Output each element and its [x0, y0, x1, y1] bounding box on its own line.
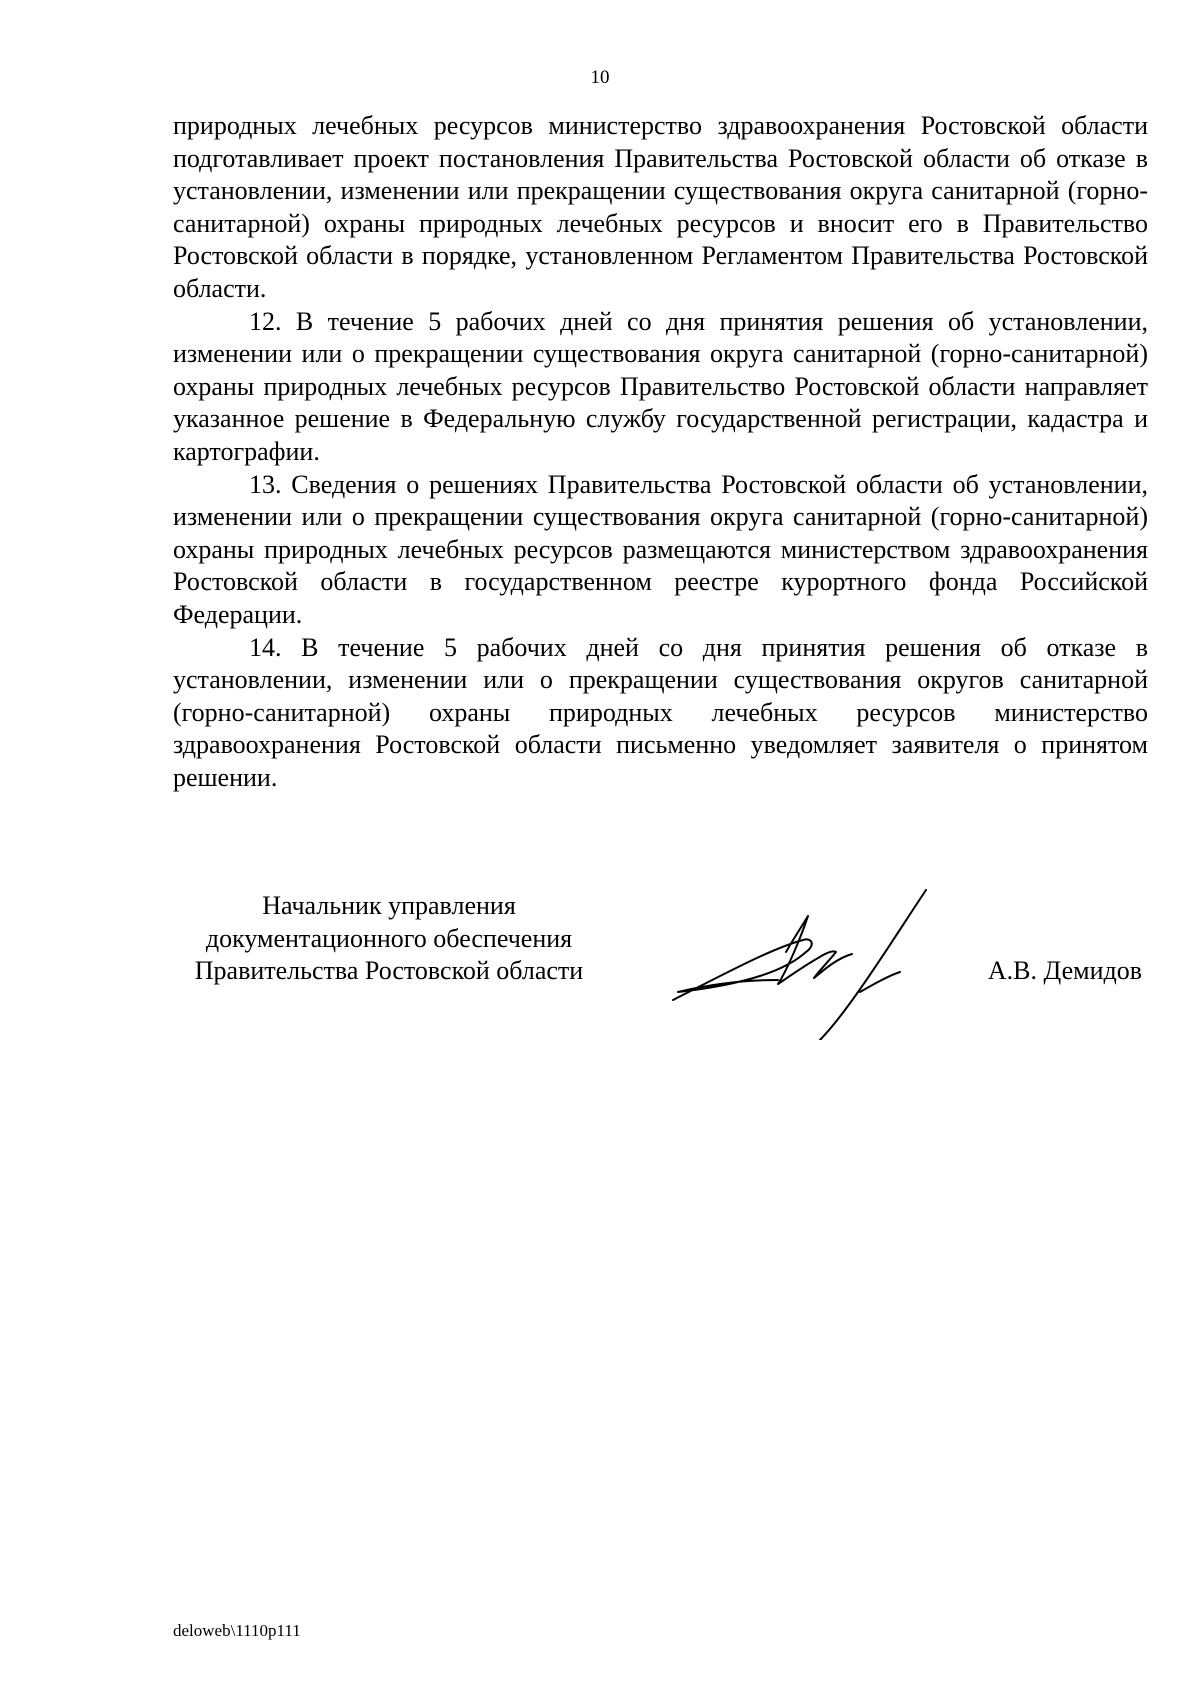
- handwritten-signature: [668, 880, 938, 1040]
- document-code: deloweb\1110p111: [173, 1621, 301, 1640]
- signatory-position-line: документационного обеспечения: [205, 923, 573, 953]
- paragraph-continuation: природных лечебных ресурсов министерство здравоохранения Ростовской области подготавливает проект постановления Правительства Ростовской области об отказе в установлении, изменении или прекращении существования округа санитарной (горно-санитарной) охраны природных лечебных ресурсов и вносит его в Правительство Ростовской области в порядке, установленном Регламентом Правительства Ростовской области.: [173, 111, 1148, 303]
- page-number: 10: [590, 67, 610, 88]
- paragraph-item-14: 14. В течение 5 рабочих дней со дня принятия решения об отказе в установлении, изменении или о прекращении существования округов санитарной (горно-санитарной) охраны природных лечебных ресурсов министерство здравоохранения Ростовской области письменно уведомляет заявителя о принятом решении.: [173, 632, 1148, 792]
- signatory-position-line: Правительства Ростовской области: [194, 956, 584, 985]
- paragraph-item-13: 13. Сведения о решениях Правительства Ростовской области об установлении, изменении или о прекращении существования округа санитарной (горно-санитарной) охраны природных лечебных ресурсов размещаются министерством здравоохранения Ростовской области в государственном реестре курортного фонда Российской Федерации.: [173, 469, 1148, 629]
- paragraph-item-12: 12. В течение 5 рабочих дней со дня принятия решения об установлении, изменении или о прекращении существования округа санитарной (горно-санитарной) охраны природных лечебных ресурсов Правительство Ростовской области направляет указанное решение в Федеральную службу государственной регистрации, кадастра и картографии.: [173, 306, 1148, 466]
- signatory-name: А.В. Демидов: [987, 956, 1142, 985]
- signature-block: [173, 890, 1148, 1050]
- document-body: [173, 110, 1148, 794]
- signatory-position: [173, 890, 605, 988]
- signatory-position-line: Начальник управления: [262, 891, 516, 920]
